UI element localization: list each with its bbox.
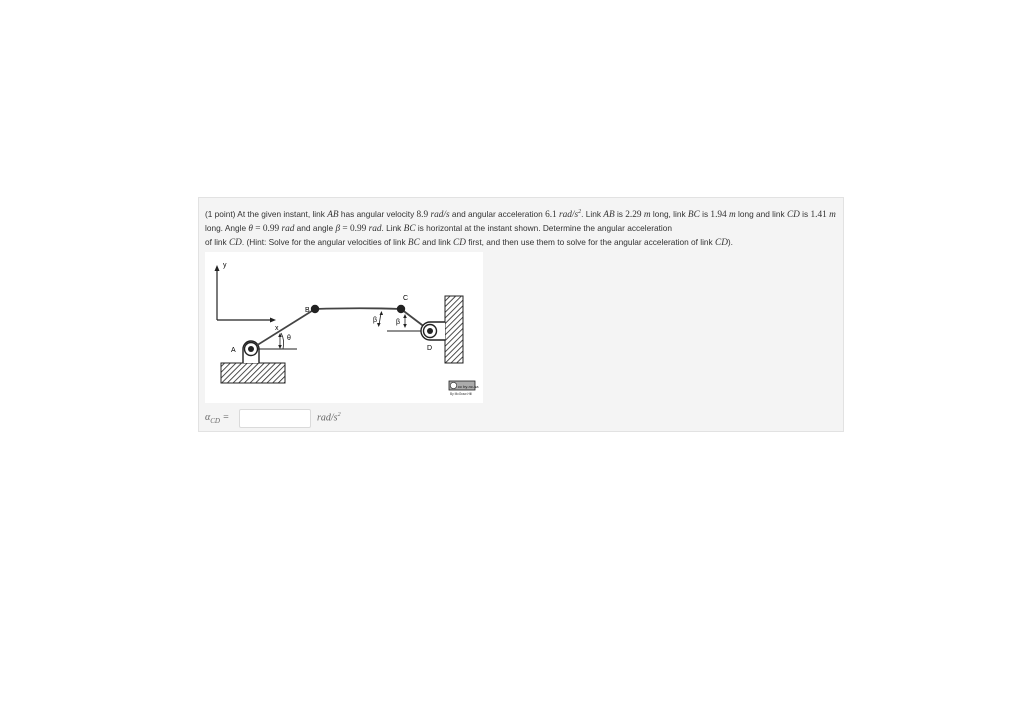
problem-text: long. Angle [205, 223, 249, 234]
link-ab: AB [327, 210, 339, 221]
link-bc: BC [407, 238, 420, 249]
label-theta: θ [287, 335, 291, 342]
equals-sign: = [219, 412, 230, 423]
angle-unit: rad [368, 224, 382, 235]
link-bc-line [315, 308, 401, 309]
length-unit: m [643, 210, 651, 221]
problem-text: . Link [381, 223, 404, 234]
license-badge [449, 381, 479, 396]
problem-text: is [614, 209, 626, 220]
angular-velocity-unit: rad/s [430, 210, 450, 221]
problem-text: long and link [735, 209, 787, 220]
units-exponent: 2 [337, 412, 341, 418]
label-beta-right: β [396, 319, 401, 326]
unit-exponent: 2 [578, 209, 582, 215]
theta-value: 0.99 [262, 224, 280, 235]
angular-acceleration-unit [559, 210, 581, 220]
equals-sign: = [252, 224, 263, 235]
alpha-subscript: CD [210, 417, 220, 425]
problem-text: first, and then use them to solve for the angular acceleration of link [465, 237, 715, 248]
link-bc: BC [687, 210, 700, 221]
theta-arc [281, 333, 284, 349]
beta-symbol: β [335, 224, 341, 235]
problem-text: . Link [581, 209, 604, 220]
problem-text: and link [419, 237, 454, 248]
question-panel [198, 197, 844, 432]
alpha-symbol: α [205, 412, 211, 423]
wall-hatch [445, 296, 463, 363]
link-ab-line [251, 309, 315, 349]
problem-text: and angular acceleration [449, 209, 546, 220]
theta-symbol: θ [248, 224, 253, 235]
label-b: B [305, 307, 310, 314]
answer-label [205, 412, 229, 425]
problem-text: of link [205, 237, 229, 248]
joint-b [311, 305, 319, 313]
bc-length: 1.94 [710, 210, 727, 221]
equals-sign: = [340, 224, 350, 235]
length-unit: m [829, 210, 836, 221]
link-bc: BC [403, 224, 416, 235]
four-bar-linkage-diagram [205, 252, 483, 403]
units-text: rad/s [317, 412, 338, 424]
link-cd: CD [786, 210, 800, 221]
label-c: C [403, 295, 409, 302]
pin-a-center [248, 346, 254, 352]
problem-text: . (Hint: Solve for the angular velocities of link [241, 237, 408, 248]
answer-units [317, 412, 341, 423]
problem-statement [205, 206, 839, 250]
unit-text: rad/s [559, 210, 579, 221]
problem-text: and angle [294, 223, 336, 234]
license-text: cc by-nc-sa [458, 384, 479, 389]
x-axis-label: x [275, 325, 279, 332]
mechanism-figure [205, 252, 483, 403]
link-ab: AB [603, 210, 615, 221]
joint-c [397, 305, 405, 313]
beta-value: 0.99 [349, 224, 367, 235]
ab-length: 2.29 [625, 210, 642, 221]
label-beta-left: β [373, 317, 378, 324]
problem-text: long, link [650, 209, 688, 220]
label-d: D [427, 345, 433, 352]
answer-input[interactable] [239, 409, 311, 428]
answer-row [205, 409, 505, 429]
theta-arrow-down [278, 345, 282, 349]
link-cd: CD [228, 238, 242, 249]
link-cd: CD [715, 238, 728, 249]
problem-text: ). [727, 237, 733, 248]
credit-text: By McGraw-Hill [450, 392, 472, 396]
problem-text: has angular velocity [338, 209, 417, 220]
y-axis-label: y [223, 262, 227, 269]
link-cd: CD [453, 238, 466, 249]
angle-unit: rad [281, 224, 295, 235]
pin-d-center [427, 328, 433, 334]
label-a: A [231, 347, 236, 354]
problem-text: At the given instant, link [235, 209, 328, 220]
angular-velocity-value: 8.9 [416, 210, 429, 221]
ground-hatch [221, 363, 285, 383]
cd-length: 1.41 [810, 210, 827, 221]
points-label: (1 point) [205, 209, 236, 220]
length-unit: m [729, 210, 736, 221]
angular-acceleration-value: 6.1 [545, 210, 557, 221]
coordinate-axes [215, 262, 280, 332]
problem-text: is [799, 209, 811, 220]
problem-text: is horizontal at the instant shown. Determine the angular acceleration [415, 223, 672, 234]
problem-text: is [699, 209, 711, 220]
